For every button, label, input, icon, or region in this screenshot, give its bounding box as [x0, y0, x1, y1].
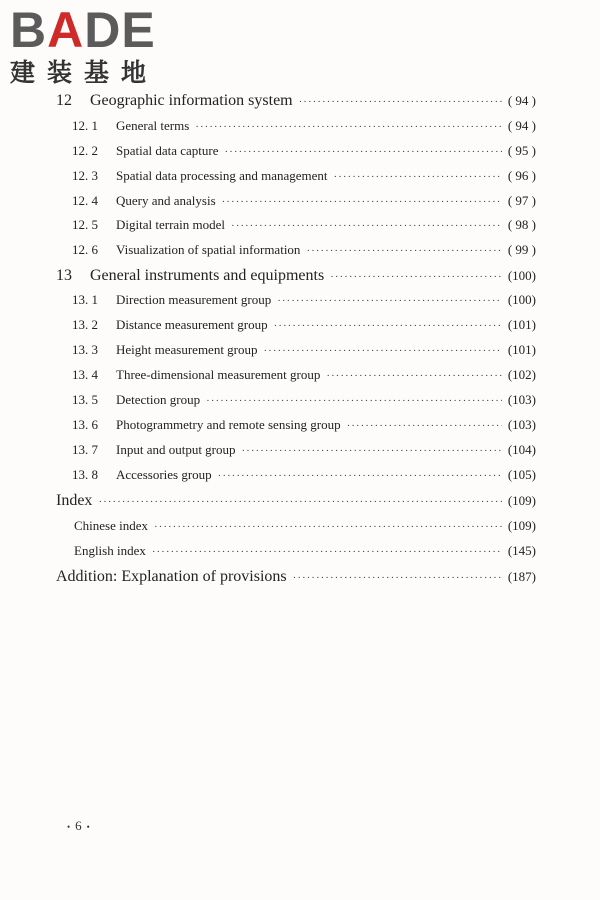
toc-page: (145): [507, 543, 536, 558]
toc-number: 13. 3: [72, 342, 98, 357]
toc-title: Addition: Explanation of provisions: [56, 568, 287, 585]
toc-section: [72, 417, 536, 439]
toc-section: [72, 242, 536, 264]
toc-page: (103): [507, 392, 536, 407]
toc-addition: [56, 568, 536, 590]
toc-page: (101): [507, 342, 536, 357]
toc-title: Direction measurement group: [116, 292, 272, 307]
toc-section: [72, 143, 536, 165]
toc-section: [72, 217, 536, 239]
toc-title: Accessories group: [116, 467, 212, 482]
toc-leader: [306, 245, 501, 257]
toc-title: General terms: [116, 118, 190, 133]
toc-number: 13. 2: [72, 317, 98, 332]
toc-page: (104): [507, 442, 536, 457]
toc-leader: [326, 370, 502, 382]
toc-number: 13. 4: [72, 367, 98, 382]
toc-section: [72, 392, 536, 414]
toc-leader: [293, 572, 502, 584]
toc-index-entry: [74, 518, 536, 540]
toc-chapter: [56, 267, 536, 289]
toc-number: 12. 5: [72, 217, 98, 232]
toc-section: [72, 193, 536, 215]
toc-title: Visualization of spatial information: [116, 242, 301, 257]
toc-title: Chinese index: [74, 518, 149, 533]
toc-page: ( 97 ): [507, 193, 536, 208]
toc-page: (109): [507, 493, 536, 508]
toc-number: 12: [56, 92, 72, 109]
toc-title: Spatial data processing and management: [116, 168, 328, 183]
toc-leader: [242, 445, 502, 457]
toc-number: 13. 7: [72, 442, 98, 457]
toc-title: Input and output group: [116, 442, 236, 457]
toc-page: (109): [507, 518, 536, 533]
toc-section: [72, 292, 536, 314]
toc-leader: [347, 420, 502, 432]
toc-leader: [206, 395, 502, 407]
footer-bullet: •: [67, 822, 71, 833]
toc-page: ( 95 ): [507, 143, 536, 158]
toc-title: Detection group: [116, 392, 201, 407]
toc-number: 13. 1: [72, 292, 98, 307]
toc-leader: [98, 496, 501, 508]
toc-number: 12. 3: [72, 168, 98, 183]
toc-leader: [264, 345, 502, 357]
toc-number: 12. 4: [72, 193, 98, 208]
page-footer: [62, 818, 95, 834]
toc-chapter: [56, 92, 536, 114]
toc-number: 13: [56, 267, 72, 284]
toc-leader: [222, 196, 502, 208]
toc-leader: [195, 121, 502, 133]
toc-leader: [334, 171, 502, 183]
toc-section: [72, 118, 536, 140]
toc-title: Spatial data capture: [116, 143, 219, 158]
toc-number: 12. 2: [72, 143, 98, 158]
toc-page: ( 94 ): [507, 118, 536, 133]
toc-number: 13. 8: [72, 467, 98, 482]
toc-page: (103): [507, 417, 536, 432]
toc-index: [56, 492, 536, 514]
toc-section: [72, 367, 536, 389]
toc-title: Photogrammetry and remote sensing group: [116, 417, 341, 432]
toc-leader: [218, 470, 502, 482]
toc-leader: [299, 96, 502, 108]
toc-leader: [154, 521, 502, 533]
toc-page: ( 99 ): [507, 242, 536, 257]
toc-page: (187): [507, 569, 536, 584]
toc-page: ( 98 ): [507, 217, 536, 232]
toc-page: (100): [507, 292, 536, 307]
toc-page: ( 96 ): [507, 168, 536, 183]
toc-section: [72, 442, 536, 464]
logo-wordmark: BADE: [10, 2, 156, 58]
toc-page: (105): [507, 467, 536, 482]
toc-title: Query and analysis: [116, 193, 216, 208]
toc-title: Three-dimensional measurement group: [116, 367, 321, 382]
toc-title: Index: [56, 492, 93, 509]
toc-leader: [152, 546, 502, 558]
toc-title: English index: [74, 543, 146, 558]
toc-leader: [274, 320, 502, 332]
toc-number: 12. 6: [72, 242, 98, 257]
toc-section: [72, 467, 536, 489]
toc-leader: [231, 220, 502, 232]
page-number: 6: [75, 818, 82, 833]
toc-page: (102): [507, 367, 536, 382]
toc-number: 13. 6: [72, 417, 98, 432]
toc-leader: [225, 146, 502, 158]
toc-leader: [277, 295, 502, 307]
toc-number: 13. 5: [72, 392, 98, 407]
toc-number: 12. 1: [72, 118, 98, 133]
toc-section: [72, 168, 536, 190]
toc-section: [72, 317, 536, 339]
toc-leader: [330, 271, 502, 283]
toc-title: Geographic information system: [90, 92, 293, 109]
toc-title: Distance measurement group: [116, 317, 268, 332]
toc-title: Digital terrain model: [116, 217, 226, 232]
logo-subtitle: 建装基地: [10, 58, 159, 87]
toc-index-entry: [74, 543, 536, 565]
toc-page: (100): [507, 268, 536, 283]
toc-page: (101): [507, 317, 536, 332]
toc-section: [72, 342, 536, 364]
toc-title: Height measurement group: [116, 342, 258, 357]
toc-page: ( 94 ): [507, 93, 536, 108]
toc-title: General instruments and equipments: [90, 267, 325, 284]
footer-bullet: •: [86, 822, 90, 833]
